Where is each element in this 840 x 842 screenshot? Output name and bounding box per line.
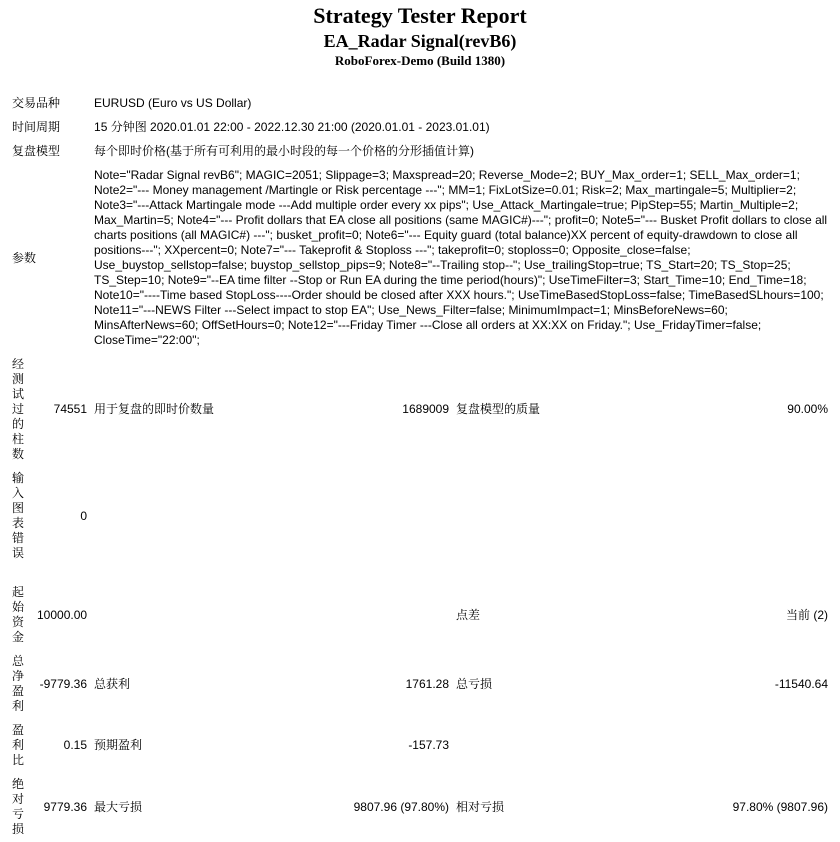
empty-cell (332, 467, 452, 565)
period-value: 15 分钟图 2020.01.01 22:00 - 2022.12.30 21:00 (2020.01.01 - 2023.01.01) (94, 120, 490, 134)
profit-factor-value: 0.15 (63, 738, 88, 752)
empty-cell (91, 581, 331, 649)
bars-in-test-label: 经测试过的柱数 (12, 357, 25, 461)
ticks-modelled-label: 用于复盘的即时价数量 (94, 402, 215, 416)
total-net-profit-label: 总净盈利 (12, 654, 25, 713)
mismatched-charts-errors-label: 输入图表错误 (12, 471, 25, 560)
total-net-profit-value: -9779.36 (39, 676, 88, 691)
row-parameters (9, 164, 831, 352)
symbol-value: EURUSD (Euro vs US Dollar) (94, 96, 252, 110)
relative-drawdown-value: 97.80% (9807.96) (732, 799, 828, 814)
strategy-tester-report-page (8, 2, 832, 836)
ea-name: EA_Radar Signal(revB6) (323, 31, 517, 51)
empty-cell (453, 467, 593, 565)
spacer-row (9, 566, 831, 580)
period-label: 时间周期 (12, 120, 61, 134)
gross-profit-label: 总获利 (94, 676, 131, 691)
row-bars-in-test (9, 353, 831, 466)
spread-label: 点差 (456, 607, 481, 622)
expected-payoff-label: 预期盈利 (94, 738, 143, 752)
relative-drawdown-label: 相对亏损 (456, 799, 505, 814)
row-symbol (9, 92, 831, 115)
profit-factor-label: 盈利比 (12, 723, 25, 767)
report-title: Strategy Tester Report (313, 3, 527, 28)
initial-deposit-label: 起始资金 (12, 585, 25, 644)
empty-cell (453, 719, 593, 772)
empty-cell (594, 719, 831, 772)
bars-in-test-value: 74551 (53, 402, 88, 416)
row-absolute-drawdown (9, 773, 831, 841)
absolute-drawdown-value: 9779.36 (43, 799, 88, 814)
maximal-drawdown-value: 9807.96 (97.80%) (353, 799, 450, 814)
parameters-value: Note="Radar Signal revB6"; MAGIC=2051; Slippage=3; Maxspread=20; Reverse_Mode=2; BUY_Max_order=1; SELL_Max_order=1; Note2="--- Money management /Martingle or Risk percentage ---"; MM=1; FixLotSize=0.01; Risk=2; Max_martingale=5; Multiplier=2; Note3="---Attack Martingale mode ---Add multiple order every xx pips"; Use_Attack_Martingale=true; PipStep=55; Martin_Multiple=2; Max_Martin=5; Note4="--- Profit dollars that EA close all positions (same MAGIC#)---"; profit=0; Note5="--- Busket Profit dollars to close all charts positions (all MAGIC#) ---"; busket_profit=0; Note6="--- Equity guard (total balance)XX percent of equity-drawdown to close all positions---"; XXpercent=0; Note7="--- Takeprofit & Stoploss ---"; takeprofit=0; stoploss=0; Opposite_close=false; Use_buystop_sellstop=false; buystop_sellstop_pips=9; Note8="--Trailing stop--"; Use_trailingStop=true; TS_Start=20; TS_Stop=25; TS_Step=10; Note9="--EA time filter --Stop or Run EA during the time period(hours)"; UseTimeFilter=3; Start_Time=10; End_Time=18; Note10="----Time based StopLoss----Order should be closed after XXX hours."; UseTimeBasedStopLoss=false; TimeBasedSLhours=100; Note11="---NEWS Filter ---Select impact to stop EA"; Use_News_Filter=false; MinimumImpact=1; MinsBeforeNews=60; MinsAfterNews=60; OffSetHours=0; Note12="---Friday Timer ---Close all orders at XX:XX on Friday."; Use_FridayTimer=false; CloseTime="22:00"; (94, 168, 828, 347)
server-build: RoboForex-Demo (Build 1380) (334, 53, 506, 68)
row-mismatched-charts-errors (9, 467, 831, 565)
model-value: 每个即时价格(基于所有可利用的最小时段的每一个价格的分形插值计算) (94, 144, 475, 158)
expected-payoff-value: -157.73 (408, 738, 450, 752)
absolute-drawdown-label: 绝对亏损 (12, 777, 25, 836)
row-total-net-profit (9, 650, 831, 718)
parameters-label: 参数 (12, 250, 37, 265)
row-profit-factor (9, 719, 831, 772)
row-model (9, 140, 831, 163)
empty-cell (332, 581, 452, 649)
report-header (8, 2, 832, 69)
report-table (8, 91, 832, 842)
gross-profit-value: 1761.28 (405, 676, 450, 691)
empty-cell (9, 566, 831, 580)
modelling-quality-label: 复盘模型的质量 (456, 402, 541, 416)
ticks-modelled-value: 1689009 (402, 402, 450, 416)
maximal-drawdown-label: 最大亏损 (94, 799, 143, 814)
spread-value: 当前 (2) (785, 607, 828, 622)
gross-loss-value: -11540.64 (774, 676, 828, 691)
row-period (9, 116, 831, 139)
empty-cell (91, 467, 331, 565)
initial-deposit-value: 10000.00 (37, 607, 88, 622)
mismatched-charts-errors-value: 0 (80, 508, 88, 523)
empty-cell (594, 467, 831, 565)
modelling-quality-value: 90.00% (787, 402, 828, 416)
row-initial-deposit (9, 581, 831, 649)
gross-loss-label: 总亏损 (456, 676, 493, 691)
model-label: 复盘模型 (12, 144, 61, 158)
symbol-label: 交易品种 (12, 96, 61, 110)
